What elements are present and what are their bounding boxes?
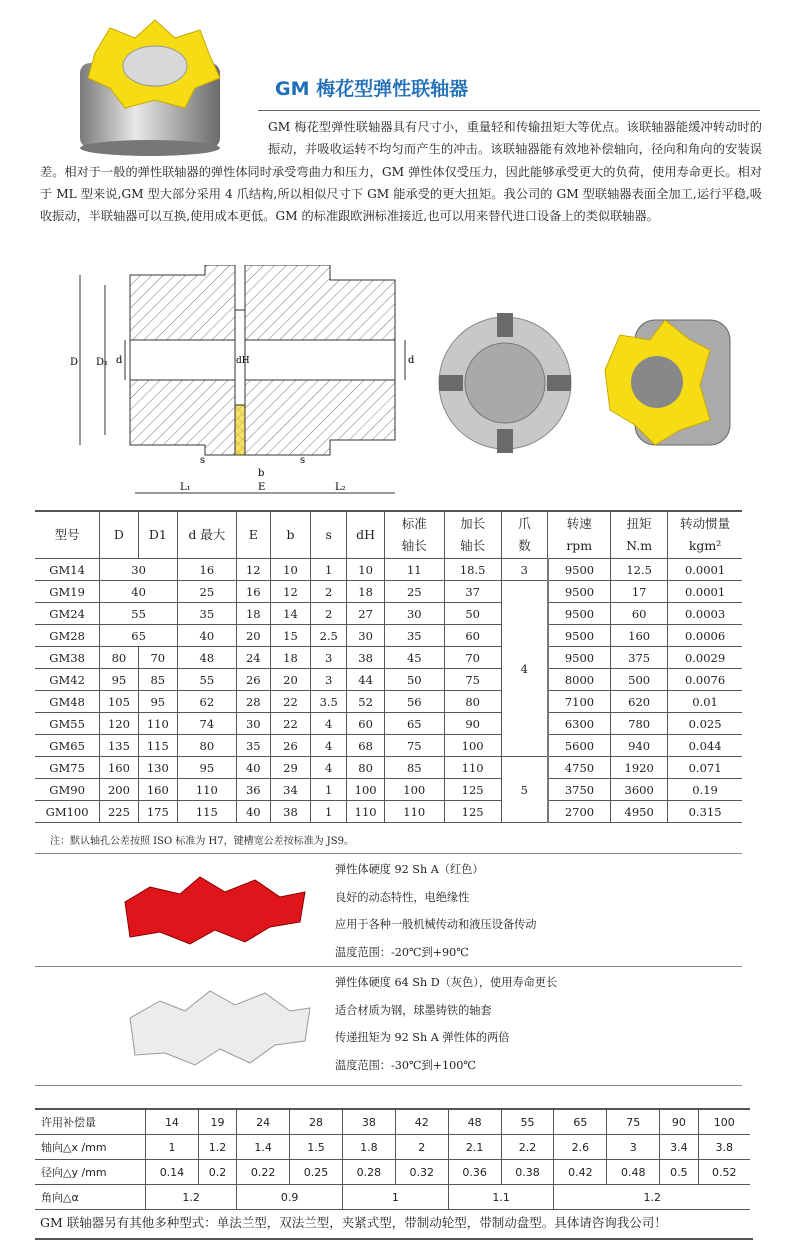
spec-cell: 620 — [611, 691, 668, 713]
compensation-cell: 径向△y /mm — [35, 1160, 146, 1185]
spec-cell: 110 — [347, 801, 384, 823]
compensation-cell: 38 — [342, 1109, 395, 1135]
spec-cell: 780 — [611, 713, 668, 735]
spec-cell: 29 — [270, 757, 310, 779]
spec-cell: 27 — [347, 603, 384, 625]
spec-cell: 55 — [178, 669, 237, 691]
spec-header-text: b — [286, 527, 295, 542]
spec-cell: 40 — [236, 801, 270, 823]
spec-header-text: D — [113, 527, 124, 542]
dimension-drawing — [60, 265, 420, 500]
spec-cell: 0.0001 — [668, 581, 742, 603]
spec-cell: 5 — [501, 757, 548, 823]
spec-header-cell — [100, 511, 138, 559]
spec-cell: 95 — [138, 691, 177, 713]
spec-cell: 95 — [100, 669, 138, 691]
spec-cell: GM75 — [35, 757, 100, 779]
spec-cell: 26 — [270, 735, 310, 757]
spec-cell: 85 — [138, 669, 177, 691]
spec-header-cell — [668, 511, 742, 559]
spec-header-text: 标准轴长 — [401, 516, 427, 553]
spec-cell: 7100 — [548, 691, 611, 713]
elastomer-red-row — [35, 853, 742, 967]
compensation-row-angular — [35, 1185, 750, 1210]
spec-cell: 160 — [100, 757, 138, 779]
spec-cell: GM14 — [35, 559, 100, 581]
compensation-cell: 0.22 — [237, 1160, 290, 1185]
spec-cell: 80 — [444, 691, 501, 713]
spec-header-text: s — [325, 527, 332, 542]
table-row — [35, 581, 742, 603]
compensation-cell: 1.2 — [198, 1135, 236, 1160]
spec-cell: 74 — [178, 713, 237, 735]
divider — [258, 110, 760, 111]
spec-header-cell — [138, 511, 177, 559]
spec-cell: 10 — [270, 559, 310, 581]
spec-header-cell — [178, 511, 237, 559]
spec-header-text: E — [248, 527, 258, 542]
spec-cell: 9500 — [548, 625, 611, 647]
spec-cell: 17 — [611, 581, 668, 603]
compensation-cell: 3.4 — [660, 1135, 698, 1160]
spec-cell: 1 — [311, 559, 347, 581]
spec-cell: 35 — [384, 625, 444, 647]
spec-cell: 3 — [501, 559, 548, 581]
spec-cell: 500 — [611, 669, 668, 691]
spec-header-text: d 最大 — [188, 527, 226, 542]
elastomer-gray-row — [35, 965, 742, 1086]
spec-cell: 9500 — [548, 603, 611, 625]
spec-cell: 75 — [444, 669, 501, 691]
compensation-cell: 3 — [607, 1135, 660, 1160]
compensation-cell: 14 — [146, 1109, 199, 1135]
spec-cell: 28 — [236, 691, 270, 713]
spec-header-cell — [384, 511, 444, 559]
spec-cell: GM48 — [35, 691, 100, 713]
compensation-cell: 90 — [660, 1109, 698, 1135]
spec-cell: 26 — [236, 669, 270, 691]
spec-cell: 50 — [444, 603, 501, 625]
compensation-cell: 28 — [290, 1109, 343, 1135]
label-d: d — [116, 355, 123, 366]
spec-cell: 2.5 — [311, 625, 347, 647]
compensation-cell: 0.52 — [698, 1160, 750, 1185]
spec-cell: GM55 — [35, 713, 100, 735]
spec-cell: 12 — [236, 559, 270, 581]
spec-cell: 4 — [501, 581, 548, 757]
spec-cell: 10 — [347, 559, 384, 581]
spec-cell: 37 — [444, 581, 501, 603]
spec-cell: 70 — [444, 647, 501, 669]
spec-header-text: 型号 — [54, 527, 80, 542]
spec-cell: 65 — [100, 625, 178, 647]
spec-cell: 0.0029 — [668, 647, 742, 669]
spec-cell: 55 — [100, 603, 178, 625]
compensation-cell: 0.25 — [290, 1160, 343, 1185]
spec-header-text: 数 — [518, 538, 531, 553]
spec-cell: 0.0076 — [668, 669, 742, 691]
spec-cell: 44 — [347, 669, 384, 691]
spec-header-cell — [347, 511, 384, 559]
spec-cell: 36 — [236, 779, 270, 801]
spec-cell: 225 — [100, 801, 138, 823]
compensation-row-header — [35, 1109, 750, 1135]
spec-cell: 175 — [138, 801, 177, 823]
spec-cell: 70 — [138, 647, 177, 669]
elastomer-spec-line: 传递扭矩为 92 Sh A 弹性体的两倍 — [335, 1031, 510, 1044]
compensation-cell: 3.8 — [698, 1135, 750, 1160]
spec-cell: 0.315 — [668, 801, 742, 823]
spec-cell: 940 — [611, 735, 668, 757]
spec-cell: 60 — [444, 625, 501, 647]
compensation-cell: 许用补偿量 — [35, 1109, 146, 1135]
compensation-cell: 65 — [554, 1109, 607, 1135]
spec-table — [35, 510, 742, 823]
spec-cell: 135 — [100, 735, 138, 757]
spec-cell: 3 — [311, 647, 347, 669]
spec-header-text: D1 — [148, 527, 167, 542]
gray-elastomer-specs — [335, 969, 557, 1079]
compensation-cell: 0.9 — [237, 1185, 343, 1210]
table-row — [35, 603, 742, 625]
red-elastomer-image — [120, 872, 310, 947]
spec-cell: 15 — [270, 625, 310, 647]
assembled-coupling-photo — [595, 310, 740, 460]
spec-cell: 80 — [100, 647, 138, 669]
spec-cell: 18 — [347, 581, 384, 603]
spec-cell: 4 — [311, 713, 347, 735]
spec-header-cell — [236, 511, 270, 559]
spec-cell: 40 — [178, 625, 237, 647]
label-L1: L₁ — [180, 482, 191, 493]
spec-header-row — [35, 511, 742, 559]
spec-cell: 3.5 — [311, 691, 347, 713]
spec-cell: 110 — [444, 757, 501, 779]
spec-header-cell — [35, 511, 100, 559]
compensation-cell: 0.28 — [342, 1160, 395, 1185]
spec-cell: 22 — [270, 691, 310, 713]
spec-cell: 65 — [384, 713, 444, 735]
spec-header-text: 扭矩N.m — [626, 516, 653, 553]
spec-cell: 30 — [100, 559, 178, 581]
spec-cell: 4950 — [611, 801, 668, 823]
spec-cell: 16 — [236, 581, 270, 603]
elastomer-spec-line: 弹性体硬度 92 Sh A（红色） — [335, 863, 484, 876]
compensation-cell: 0.48 — [607, 1160, 660, 1185]
spec-cell: 90 — [444, 713, 501, 735]
spec-header-text: kgm² — [688, 538, 722, 553]
spec-header-cell — [548, 511, 611, 559]
spec-cell: 68 — [347, 735, 384, 757]
spec-cell: GM90 — [35, 779, 100, 801]
spec-header-cell — [444, 511, 501, 559]
spec-cell: 125 — [444, 801, 501, 823]
spec-cell: 0.071 — [668, 757, 742, 779]
table-row — [35, 647, 742, 669]
page-title: GM 梅花型弹性联轴器 — [275, 78, 469, 100]
compensation-cell: 2 — [395, 1135, 448, 1160]
spec-cell: 160 — [138, 779, 177, 801]
label-E: E — [258, 482, 266, 493]
spec-cell: 110 — [178, 779, 237, 801]
spec-header-text: 爪 — [518, 516, 531, 531]
spec-header-cell — [311, 511, 347, 559]
spec-cell: 38 — [270, 801, 310, 823]
table-row — [35, 735, 742, 757]
elastomer-spec-line: 适合材质为钢，球墨铸铁的轴套 — [335, 1003, 492, 1017]
compensation-cell: 0.32 — [395, 1160, 448, 1185]
divider — [35, 1238, 753, 1240]
compensation-cell: 75 — [607, 1109, 660, 1135]
table-row — [35, 757, 742, 779]
spec-cell: GM28 — [35, 625, 100, 647]
spec-cell: 9500 — [548, 559, 611, 581]
label-s: s — [200, 455, 206, 466]
compensation-cell: 0.2 — [198, 1160, 236, 1185]
compensation-cell: 19 — [198, 1109, 236, 1135]
spec-cell: 16 — [178, 559, 237, 581]
spec-cell: 115 — [178, 801, 237, 823]
spec-cell: 85 — [384, 757, 444, 779]
compensation-cell: 0.36 — [448, 1160, 501, 1185]
spec-cell: 0.025 — [668, 713, 742, 735]
spec-cell: 12 — [270, 581, 310, 603]
spec-cell: 75 — [384, 735, 444, 757]
compensation-cell: 1.2 — [146, 1185, 237, 1210]
intro-text — [40, 116, 762, 227]
spec-cell: 4750 — [548, 757, 611, 779]
spec-cell: 125 — [444, 779, 501, 801]
compensation-cell: 角向△α — [35, 1185, 146, 1210]
spec-cell: GM42 — [35, 669, 100, 691]
spec-cell: 30 — [347, 625, 384, 647]
elastomer-spec-line: 弹性体硬度 64 Sh D（灰色），使用寿命更长 — [335, 976, 558, 989]
spec-cell: 25 — [384, 581, 444, 603]
spec-header-text: dH — [356, 527, 376, 542]
spec-cell: 3600 — [611, 779, 668, 801]
spec-cell: 2700 — [548, 801, 611, 823]
label-b: b — [258, 468, 265, 479]
spec-cell: 30 — [384, 603, 444, 625]
spec-cell: 60 — [611, 603, 668, 625]
spec-cell: 18 — [270, 647, 310, 669]
spec-cell: 160 — [611, 625, 668, 647]
spec-cell: 25 — [178, 581, 237, 603]
spec-cell: GM19 — [35, 581, 100, 603]
compensation-cell: 100 — [698, 1109, 750, 1135]
spec-cell: 100 — [347, 779, 384, 801]
label-d-right: d — [408, 355, 415, 366]
table-row — [35, 559, 742, 581]
spec-cell: 52 — [347, 691, 384, 713]
spec-cell: 4 — [311, 735, 347, 757]
red-elastomer-specs — [335, 856, 536, 966]
elastomer-section — [35, 853, 742, 1085]
spec-cell: 115 — [138, 735, 177, 757]
spec-cell: 3750 — [548, 779, 611, 801]
elastomer-spec-line: 良好的动态特性，电绝缘性 — [335, 890, 470, 904]
spec-cell: 50 — [384, 669, 444, 691]
compensation-cell: 0.42 — [554, 1160, 607, 1185]
label-D1: D₁ — [96, 357, 109, 368]
elastomer-spec-line: 温度范围：-30℃到+100℃ — [335, 1058, 476, 1072]
spec-header-cell — [270, 511, 310, 559]
spec-cell: 110 — [138, 713, 177, 735]
spec-cell: 200 — [100, 779, 138, 801]
compensation-row-radial — [35, 1160, 750, 1185]
compensation-cell: 轴向△x /mm — [35, 1135, 146, 1160]
spec-cell: 80 — [178, 735, 237, 757]
label-s-right: s — [300, 455, 306, 466]
spec-cell: 2 — [311, 603, 347, 625]
gray-elastomer-image — [125, 983, 315, 1068]
spec-cell: 0.044 — [668, 735, 742, 757]
spec-cell: 60 — [347, 713, 384, 735]
table-row — [35, 779, 742, 801]
spec-cell: 24 — [236, 647, 270, 669]
spec-cell: 40 — [236, 757, 270, 779]
spec-cell: 20 — [270, 669, 310, 691]
compensation-cell: 0.5 — [660, 1160, 698, 1185]
compensation-cell: 1 — [342, 1185, 448, 1210]
spec-cell: GM24 — [35, 603, 100, 625]
spec-cell: 22 — [270, 713, 310, 735]
spec-cell: 40 — [100, 581, 178, 603]
spec-cell: GM65 — [35, 735, 100, 757]
compensation-cell: 24 — [237, 1109, 290, 1135]
spec-cell: 9500 — [548, 581, 611, 603]
spec-cell: 18.5 — [444, 559, 501, 581]
compensation-cell: 1.8 — [342, 1135, 395, 1160]
table-row — [35, 713, 742, 735]
spec-cell: 95 — [178, 757, 237, 779]
spec-cell: 35 — [236, 735, 270, 757]
spec-cell: 8000 — [548, 669, 611, 691]
spec-cell: 35 — [178, 603, 237, 625]
spec-cell: 0.19 — [668, 779, 742, 801]
spec-cell: 80 — [347, 757, 384, 779]
compensation-cell: 0.14 — [146, 1160, 199, 1185]
spec-cell: 375 — [611, 647, 668, 669]
spec-cell: 9500 — [548, 647, 611, 669]
spec-cell: 105 — [100, 691, 138, 713]
label-L2: L₂ — [335, 482, 346, 493]
compensation-row-axial — [35, 1135, 750, 1160]
compensation-cell: 2.6 — [554, 1135, 607, 1160]
spec-cell: 130 — [138, 757, 177, 779]
spec-cell: 45 — [384, 647, 444, 669]
spec-cell: 110 — [384, 801, 444, 823]
spec-cell: 34 — [270, 779, 310, 801]
elastomer-spec-line: 温度范围：-20℃到+90℃ — [335, 945, 469, 959]
compensation-cell: 48 — [448, 1109, 501, 1135]
spec-cell: 6300 — [548, 713, 611, 735]
spec-cell: 56 — [384, 691, 444, 713]
compensation-cell: 2.2 — [501, 1135, 554, 1160]
spec-cell: 3 — [311, 669, 347, 691]
label-D: D — [70, 357, 79, 368]
table-row — [35, 801, 742, 823]
spec-cell: 4 — [311, 757, 347, 779]
spec-cell: 2 — [311, 581, 347, 603]
compensation-cell: 0.38 — [501, 1160, 554, 1185]
spec-cell: 1920 — [611, 757, 668, 779]
compensation-cell: 1.2 — [554, 1185, 750, 1210]
spec-cell: 1 — [311, 779, 347, 801]
spec-header-cell — [501, 511, 548, 559]
spec-cell: 0.01 — [668, 691, 742, 713]
spec-header-text: 转动惯量 — [680, 516, 731, 531]
compensation-cell: 1.4 — [237, 1135, 290, 1160]
footer-note: GM 联轴器另有其他多种型式：单法兰型，双法兰型，夹紧式型，带制动轮型，带制动盘型。具体请咨询我公司！ — [40, 1215, 667, 1230]
compensation-table — [35, 1108, 750, 1210]
compensation-cell: 1 — [146, 1135, 199, 1160]
spec-header-cell — [611, 511, 668, 559]
spec-cell: 5600 — [548, 735, 611, 757]
spec-cell: 100 — [384, 779, 444, 801]
spec-cell: GM38 — [35, 647, 100, 669]
tolerance-note: 注：默认轴孔公差按照 ISO 标准为 H7，键槽宽公差按标准为 JS9。 — [50, 836, 355, 847]
spec-cell: 20 — [236, 625, 270, 647]
spec-cell: 30 — [236, 713, 270, 735]
spec-cell: 1 — [311, 801, 347, 823]
spec-header-text: 转速rpm — [566, 516, 593, 553]
spec-cell: 0.0006 — [668, 625, 742, 647]
table-row — [35, 669, 742, 691]
spec-cell: 11 — [384, 559, 444, 581]
compensation-cell: 42 — [395, 1109, 448, 1135]
spec-cell: 38 — [347, 647, 384, 669]
spec-cell: 18 — [236, 603, 270, 625]
compensation-cell: 1.1 — [448, 1185, 554, 1210]
spec-cell: GM100 — [35, 801, 100, 823]
table-row — [35, 691, 742, 713]
spec-cell: 100 — [444, 735, 501, 757]
compensation-cell: 55 — [501, 1109, 554, 1135]
intro-paragraph: GM 梅花型弹性联轴器具有尺寸小，重量轻和传输扭矩大等优点。该联轴器能缓冲转动时的振动，并吸收运转不均匀而产生的冲击。该联轴器能有效地补偿轴向，径向和角向的安装误差。相对于一般的弹性联轴器的弹性体同时承受弯曲力和压力，GM 弹性体仅受压力，因此能够承受更大的负荷，使用寿命更长。相对于 ML 型来说,GM 型大部分采用 4 爪结构,所以相似尺寸下 GM 能承受的更大扭矩。我公司的 GM 型联轴器表面全加工,运行平稳,吸收振动，半联轴器可以互换,使用成本更低。GM 的标准跟欧洲标准接近,也可以用来替代进口设备上的类似联轴器。 — [40, 120, 762, 224]
elastomer-spec-line: 应用于各种一般机械传动和液压设备传动 — [335, 918, 537, 931]
label-dH: dH — [236, 356, 250, 366]
compensation-cell: 1.5 — [290, 1135, 343, 1160]
spec-cell: 0.0001 — [668, 559, 742, 581]
spec-cell: 62 — [178, 691, 237, 713]
hub-photo — [435, 305, 585, 465]
spec-cell: 14 — [270, 603, 310, 625]
spec-header-text: 加长轴长 — [460, 516, 486, 553]
spec-cell: 12.5 — [611, 559, 668, 581]
table-row — [35, 625, 742, 647]
spec-cell: 48 — [178, 647, 237, 669]
spec-cell: 0.0003 — [668, 603, 742, 625]
spec-cell: 120 — [100, 713, 138, 735]
compensation-cell: 2.1 — [448, 1135, 501, 1160]
